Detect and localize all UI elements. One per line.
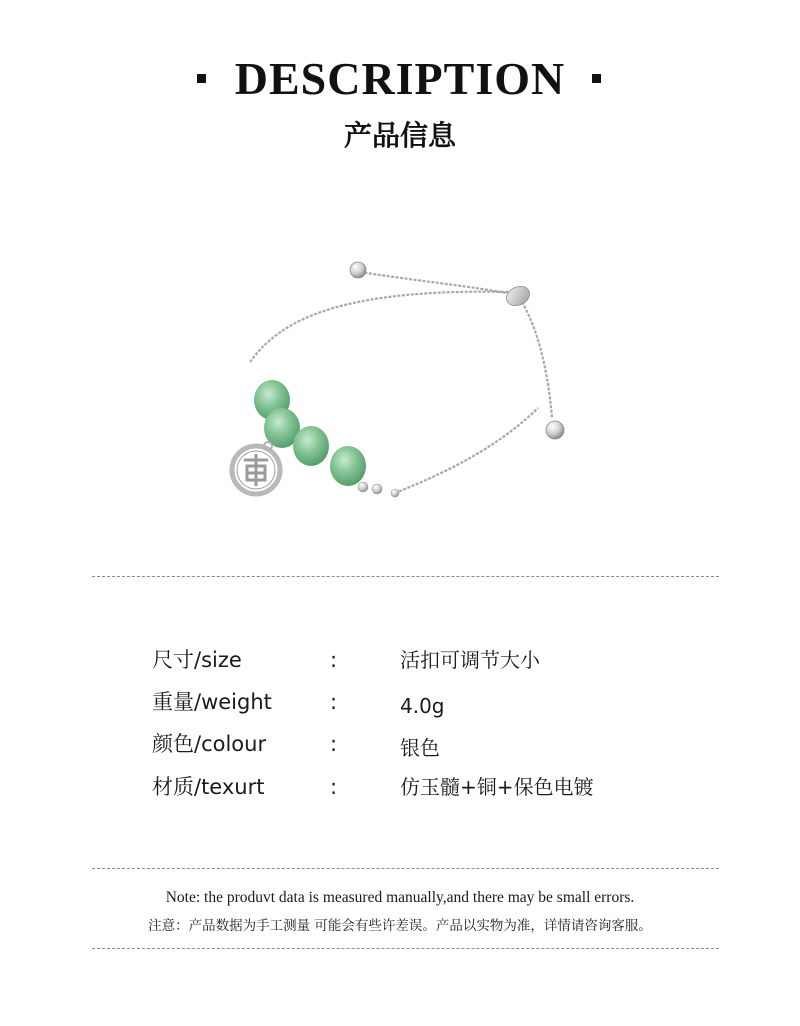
- spec-colon: :: [330, 732, 338, 756]
- spec-row-size: [0, 645, 800, 681]
- fu-charm-pendant: [232, 442, 280, 494]
- spec-label: 材质/texurt: [152, 775, 265, 799]
- section-divider: [92, 576, 719, 577]
- bullet-dot-icon: [592, 74, 601, 83]
- spec-row-weight: [0, 687, 800, 723]
- note-chinese: 注意：产品数据为手工测量 可能会有些许差误。产品以实物为准，详情请咨询客服。: [148, 918, 652, 934]
- spec-value: 银色: [400, 736, 440, 760]
- chain-tail-right: [522, 302, 552, 418]
- jade-bead-bracelet-photo: [220, 250, 580, 530]
- spec-label: 尺寸/size: [152, 648, 242, 672]
- chain-end-ball: [350, 262, 366, 278]
- page-title: DESCRIPTION: [234, 53, 566, 104]
- slider-bead: [503, 283, 532, 309]
- spec-row-material: [0, 772, 800, 808]
- chain-lower: [395, 408, 538, 493]
- note-english: Note: the produvt data is measured manually,and there may be small errors.: [165, 889, 635, 906]
- page-subtitle: 产品信息: [343, 119, 456, 152]
- spec-colon: :: [330, 648, 338, 672]
- spec-colon: :: [330, 775, 338, 799]
- spec-value: 活扣可调节大小: [400, 648, 540, 672]
- chain-end-ball: [546, 421, 564, 439]
- spec-value: 4.0g: [400, 694, 445, 718]
- section-divider: [92, 948, 719, 949]
- title-row: [0, 50, 800, 110]
- spec-label: 颜色/colour: [152, 732, 267, 756]
- spec-label: 重量/weight: [152, 690, 272, 714]
- chain-upper: [250, 292, 512, 362]
- spec-row-colour: [0, 729, 800, 765]
- spec-colon: :: [330, 690, 338, 714]
- section-divider: [92, 868, 719, 869]
- spec-value: 仿玉髓+铜+保色电镀: [400, 775, 594, 799]
